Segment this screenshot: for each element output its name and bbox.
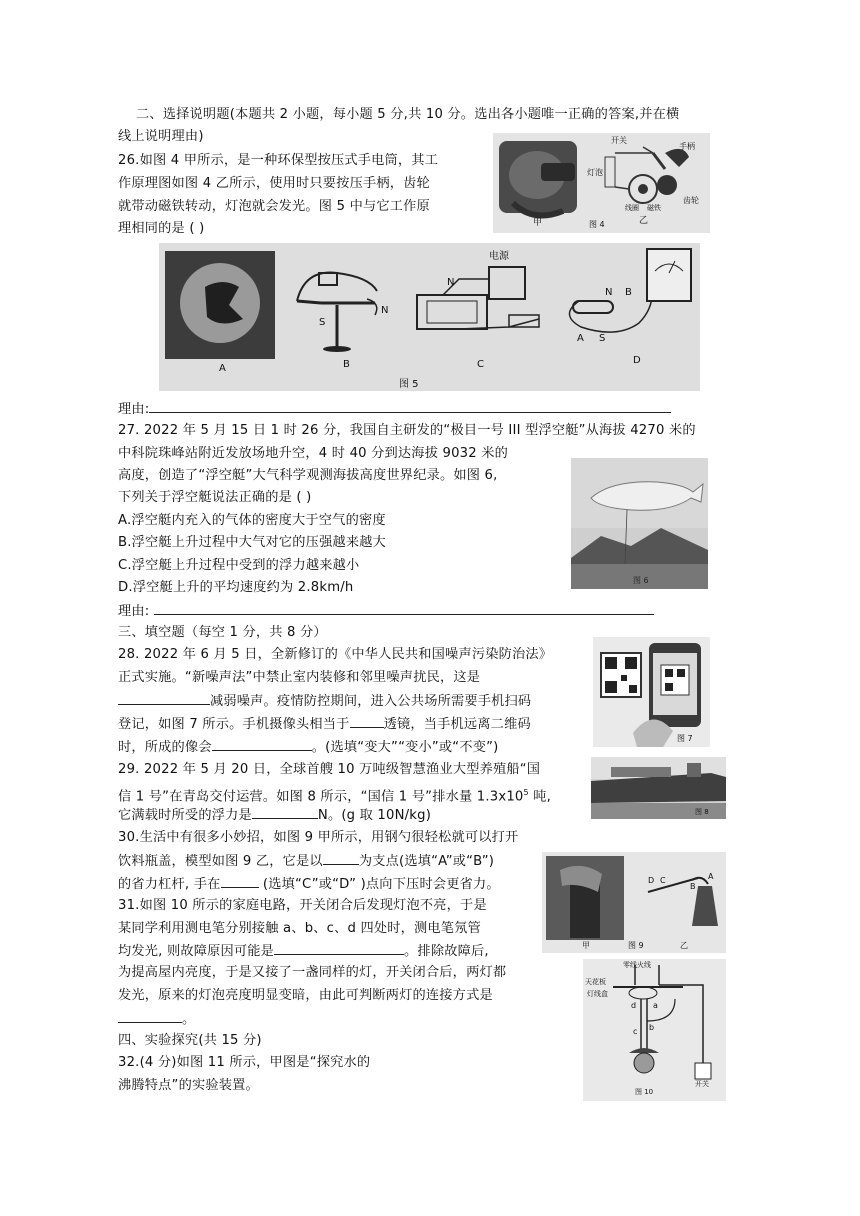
figure-9-label-c: C (660, 876, 666, 885)
q29-line-3: 它满载时所受的浮力是 N。(g 取 10N/kg) (118, 805, 431, 826)
figure-10-label-d: d (631, 1001, 637, 1010)
figure-9-label-jia: 甲 (582, 941, 590, 950)
section-4-heading: 四、实验探究(共 15 分) (118, 1033, 262, 1048)
figure-5-label-a: A (219, 363, 226, 374)
figure-5-label-n2: N (447, 277, 455, 288)
figure-9 (542, 852, 726, 953)
q30-blank-2[interactable] (221, 874, 259, 888)
q31-line-6: 。 (118, 1009, 195, 1030)
figure-7 (593, 637, 710, 747)
figure-4-label-switch: 开关 (611, 136, 627, 145)
q32-line-1: 32.(4 分)如图 11 所示，甲图是“探究水的 (118, 1055, 371, 1070)
figure-10-label-ceiling: 天花板 (585, 978, 606, 986)
figure-10-label-lines: 零线火线 (623, 961, 651, 969)
q29-line-1: 29. 2022 年 5 月 20 日，全球首艘 10 万吨级智慧渔业大型养殖船“国 (118, 762, 541, 777)
q29-exponent: 5 (523, 788, 529, 797)
q26-line-1: 26.如图 4 甲所示，是一种环保型按压式手电筒，其工 (118, 153, 439, 168)
figure-5-label-b2: B (625, 287, 632, 298)
figure-5-label-s3: S (599, 333, 606, 344)
figure-8 (591, 757, 726, 819)
q28-line-3: 减弱噪声。疫情防控期间，进入公共场所需要手机扫码 (118, 691, 531, 712)
figure-5-caption: 图 5 (399, 379, 419, 390)
figure-5-label-n1: N (381, 305, 389, 316)
figure-4-label-yi: 乙 (639, 216, 649, 226)
figure-4-label-handle: 手柄 (679, 142, 695, 151)
q28-blank-2[interactable] (350, 714, 384, 728)
figure-4 (493, 133, 710, 233)
q26-reason-blank[interactable] (149, 399, 671, 413)
figure-10-label-switch: 开关 (695, 1080, 709, 1088)
figure-4-label-bulb: 灯泡 (587, 168, 603, 177)
q27-line-3: 高度，创造了“浮空艇”大气科学观测海拔高度世界纪录。如图 6, (118, 468, 498, 483)
figure-7-caption: 图 7 (677, 734, 693, 743)
q27-reason: 理由: (118, 601, 654, 622)
q26-line-3: 就带动磁铁转动，灯泡就会发光。图 5 中与它工作原 (118, 199, 430, 214)
q28-line-2: 正式实施。“新噪声法”中禁止室内装修和邻里噪声扰民，这是 (118, 670, 481, 685)
figure-9-caption: 图 9 (628, 941, 644, 950)
figure-4-label-gear: 齿轮 (683, 196, 699, 205)
figure-10-label-a: a (653, 1001, 658, 1010)
q30-line-3: 的省力杠杆, 手在 (选填“C”或“D” )点向下压时会更省力。 (118, 874, 500, 895)
q28-blank-1[interactable] (118, 691, 210, 705)
figure-9-label-d: D (648, 876, 655, 885)
figure-5-label-a2: A (577, 333, 584, 344)
figure-4-label-jia: 甲 (533, 218, 543, 228)
q31-line-3: 均发光, 则故障原因可能是 。排除故障后, (118, 941, 489, 962)
q27-option-a: A.浮空艇内充入的气体的密度大于空气的密度 (118, 513, 386, 528)
q27-option-c: C.浮空艇上升过程中受到的浮力越来越小 (118, 558, 360, 573)
figure-10-label-c: c (633, 1027, 638, 1036)
figure-10-label-box: 灯线盒 (587, 990, 608, 998)
q31-line-2: 某同学利用测电笔分别接触 a、b、c、d 四处时，测电笔氖管 (118, 921, 481, 936)
section-3-heading: 三、填空题（每空 1 分，共 8 分） (118, 625, 327, 640)
q27-line-2: 中科院珠峰站附近发放场地升空，4 时 40 分到达海拔 9032 米的 (118, 446, 509, 461)
figure-6 (571, 458, 708, 589)
figure-5-label-s1: S (319, 317, 326, 328)
section-2-heading-line-2: 线上说明理由) (118, 129, 204, 144)
q26-reason: 理由: (118, 399, 671, 420)
figure-9-label-b: B (690, 882, 696, 891)
q27-option-d: D.浮空艇上升的平均速度约为 2.8km/h (118, 580, 354, 595)
q27-option-b: B.浮空艇上升过程中大气对它的压强越来越大 (118, 535, 386, 550)
q26-line-2: 作原理图如图 4 乙所示，使用时只要按压手柄，齿轮 (118, 176, 430, 191)
q27-line-1: 27. 2022 年 5 月 15 日 1 时 26 分，我国自主研发的“极目一号 III 型浮空艇”从海拔 4270 米的 (118, 423, 696, 438)
figure-5-label-b: B (343, 359, 350, 370)
q27-line-4: 下列关于浮空艇说法正确的是 ( ) (118, 490, 312, 505)
figure-5 (159, 243, 700, 391)
figure-4-label-coil: 线圈 (625, 204, 639, 212)
q28-blank-3[interactable] (212, 737, 312, 751)
figure-5-label-c: C (477, 359, 484, 370)
figure-5-label-power: 电源 (489, 251, 509, 262)
figure-9-label-yi: 乙 (680, 941, 688, 950)
figure-6-caption: 图 6 (633, 576, 649, 585)
q31-blank-1[interactable] (274, 941, 404, 955)
figure-10-caption: 图 10 (635, 1088, 654, 1096)
q32-line-2: 沸腾特点”的实验装置。 (118, 1078, 259, 1093)
section-2-heading-line-1: 二、选择说明题(本题共 2 小题，每小题 5 分,共 10 分。选出各小题唯一正确的答案,并在横 (136, 107, 680, 122)
figure-8-caption: 图 8 (695, 808, 709, 816)
q28-line-5: 时，所成的像会 。(选填“变大”“变小”或“不变”) (118, 737, 498, 758)
figure-10-label-b: b (649, 1023, 655, 1032)
figure-9-label-a: A (708, 872, 714, 881)
q29-line-2: 信 1 号”在青岛交付运营。如图 8 所示，“国信 1 号”排水量 $1.3x10^5$ 吨, (118, 788, 551, 805)
q28-line-1: 28. 2022 年 6 月 5 日，全新修订的《中华人民共和国噪声污染防治法》 (118, 647, 553, 662)
q31-line-4: 为提高屋内亮度，于是又接了一盏同样的灯，开关闭合后，两灯都 (118, 965, 507, 980)
figure-10 (583, 959, 726, 1101)
figure-5-label-d: D (633, 355, 641, 366)
q31-line-5: 发光，原来的灯泡亮度明显变暗，由此可判断两灯的连接方式是 (118, 988, 493, 1003)
q27-reason-blank[interactable] (154, 601, 654, 615)
figure-4-caption: 图 4 (589, 220, 605, 229)
q28-line-4: 登记，如图 7 所示。手机摄像头相当于 透镜，当手机远离二维码 (118, 714, 531, 735)
q30-blank-1[interactable] (323, 851, 359, 865)
q26-line-4: 理相同的是 ( ) (118, 221, 205, 236)
figure-5-label-n3: N (605, 287, 613, 298)
q30-line-2: 饮料瓶盖，模型如图 9 乙，它是以 为支点(选填“A”或“B”) (118, 851, 494, 872)
q31-line-1: 31.如图 10 所示的家庭电路，开关闭合后发现灯泡不亮，于是 (118, 898, 487, 913)
figure-4-label-magnet: 磁铁 (647, 204, 661, 212)
q29-blank[interactable] (252, 805, 318, 819)
q31-blank-2[interactable] (118, 1009, 182, 1023)
q30-line-1: 30.生活中有很多小妙招，如图 9 甲所示，用钢勺很轻松就可以打开 (118, 830, 519, 845)
